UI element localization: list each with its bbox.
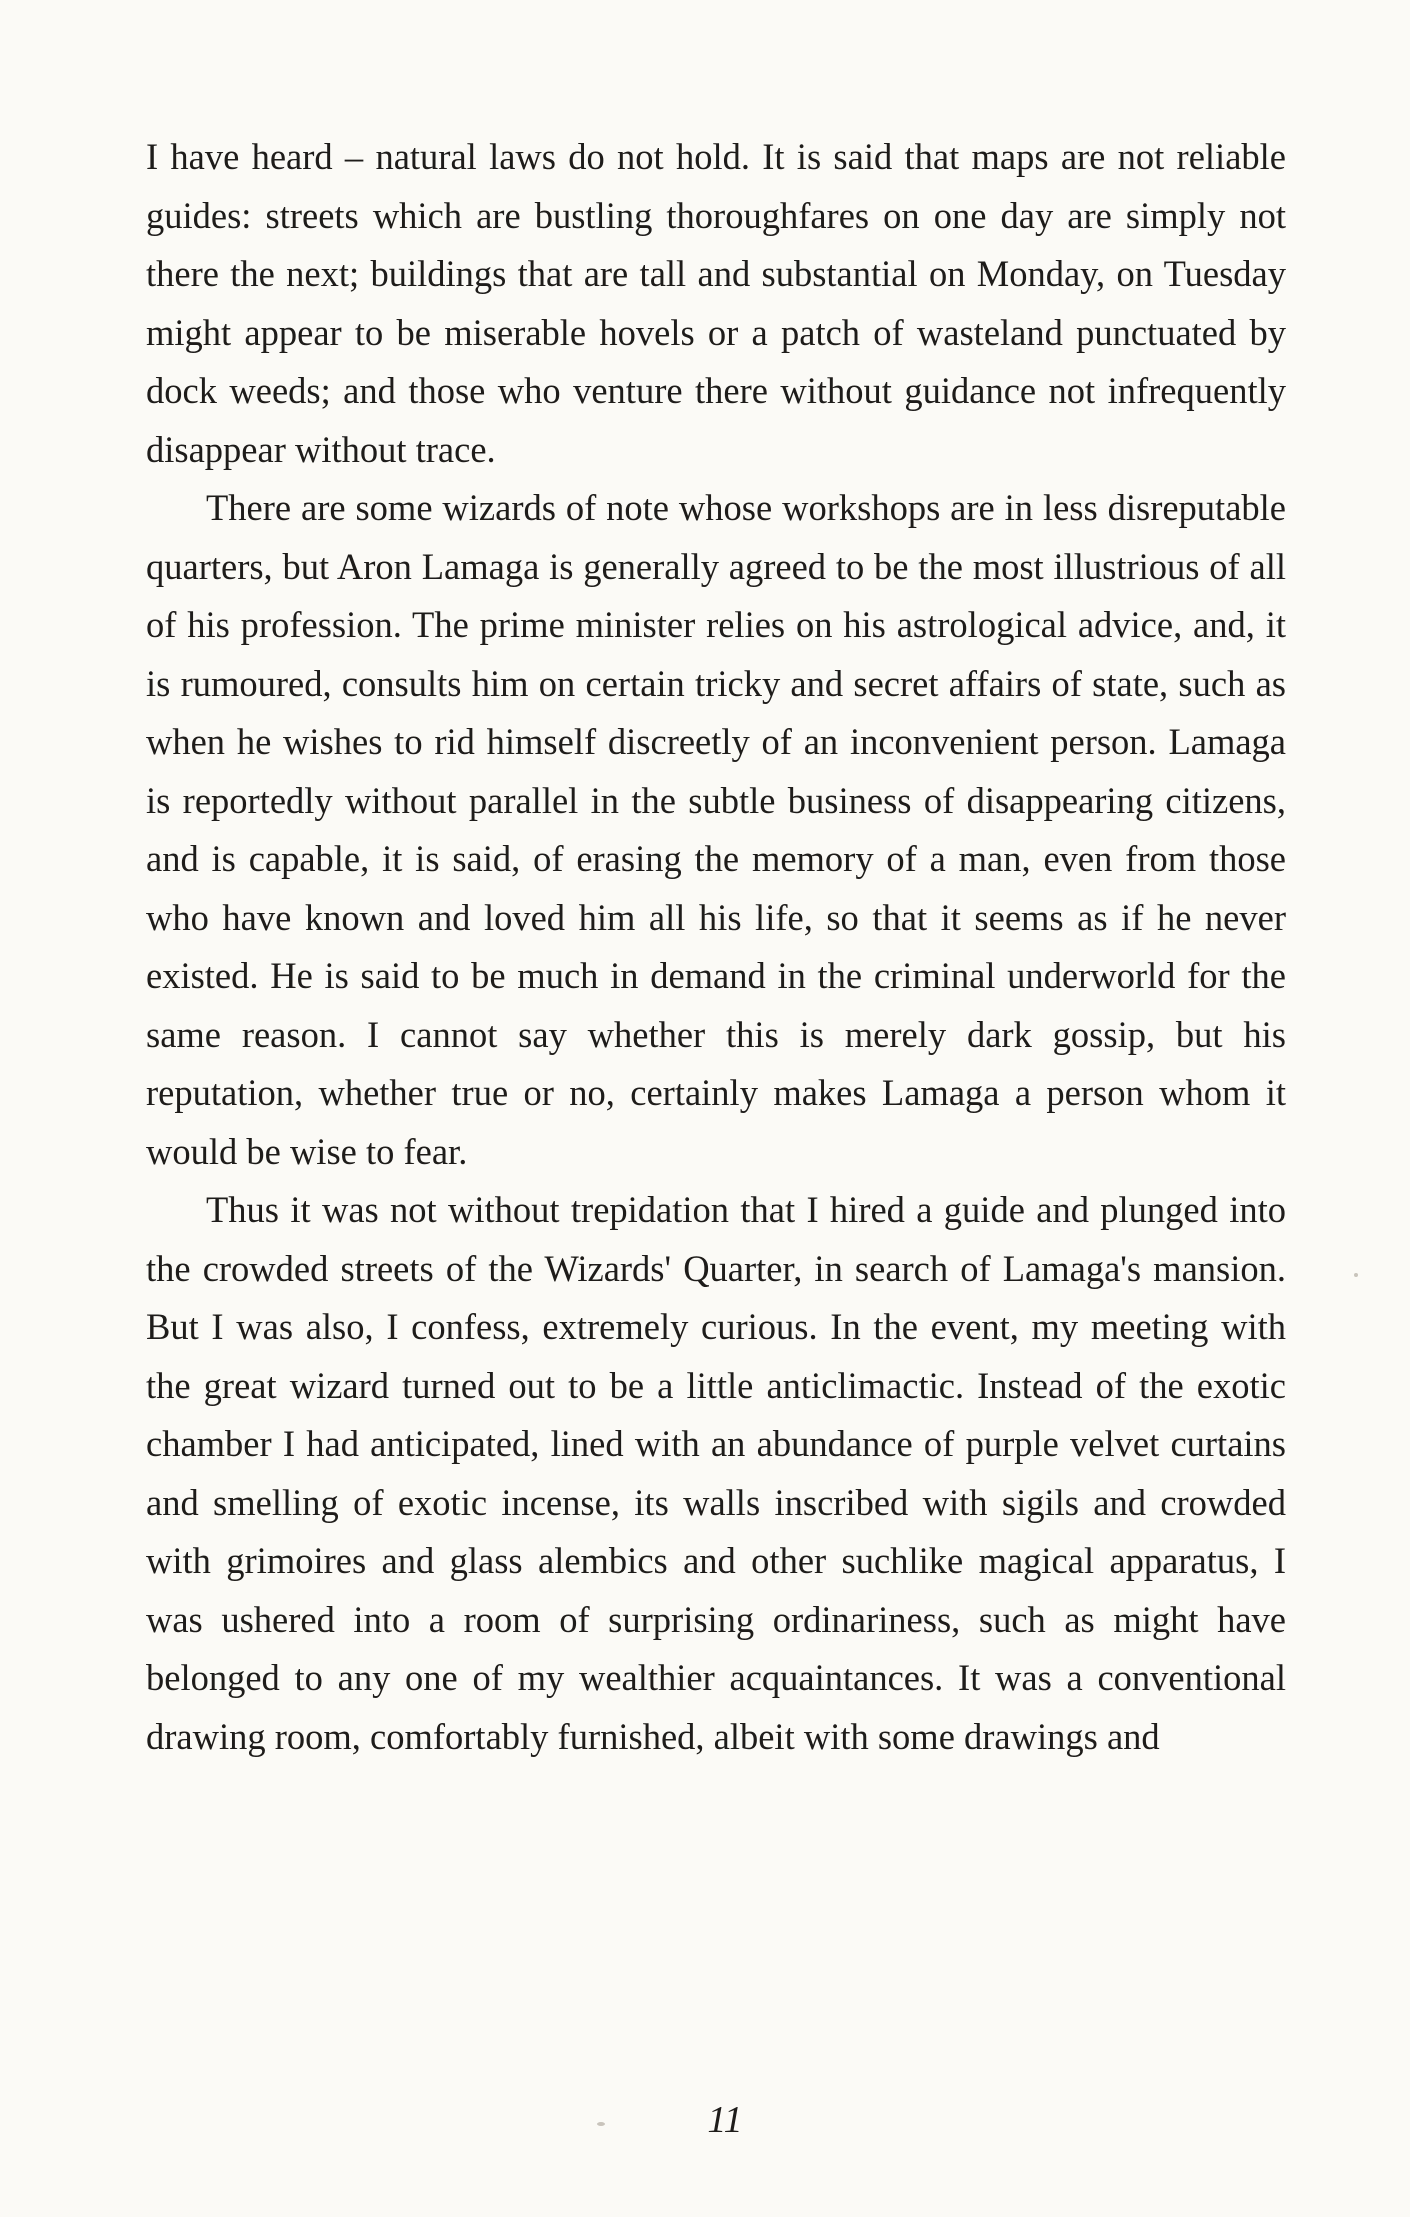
paragraph-2: There are some wizards of note whose workshops are in less disreputable quarters, but Aron Lamaga is generally agreed to be the most illustrious of all of his profession. The prime minister relies on his astrological advice, and, it is rumoured, consults him on certain tricky and secret affairs of state, such as when he wishes to rid himself discreetly of an inconvenient person. Lamaga is reportedly without parallel in the subtle business of disappearing citizens, and is capable, it is said, of erasing the memory of a man, even from those who have known and loved him all his life, so that it seems as if he never existed. He is said to be much in demand in the criminal underworld for the same reason. I cannot say whether this is merely dark gossip, but his reputation, whether true or no, certainly makes Lamaga a person whom it would be wise to fear.	[146, 487, 1286, 1172]
paragraph-1: I have heard – natural laws do not hold. It is said that maps are not reliable guides: streets which are bustling thoroughfares on one day are simply not there the next; buildings that are tall and substantial on Monday, on Tuesday might appear to be miserable hovels or a patch of wasteland punctuated by dock weeds; and those who venture there without guidance not infrequently disappear without trace.	[146, 136, 1286, 470]
page-number: 11	[707, 2099, 743, 2141]
paper-speck	[1354, 1273, 1358, 1277]
body-text	[146, 128, 1286, 1766]
paragraph-3: Thus it was not without trepidation that I hired a guide and plunged into the crowded streets of the Wizards' Quarter, in search of Lamaga's mansion. But I was also, I confess, extremely curious. In the event, my meeting with the great wizard turned out to be a little anticlimactic. Instead of the exotic chamber I had anticipated, lined with an abundance of purple velvet curtains and smelling of exotic incense, its walls inscribed with sigils and crowded with grimoires and glass alembics and other suchlike magical apparatus, I was ushered into a room of surprising ordinariness, such as might have belonged to any one of my wealthier acquaintances. It was a conventional drawing room, comfortably furnished, albeit with some drawings and	[146, 1189, 1286, 1757]
paper-speck	[597, 2122, 605, 2126]
